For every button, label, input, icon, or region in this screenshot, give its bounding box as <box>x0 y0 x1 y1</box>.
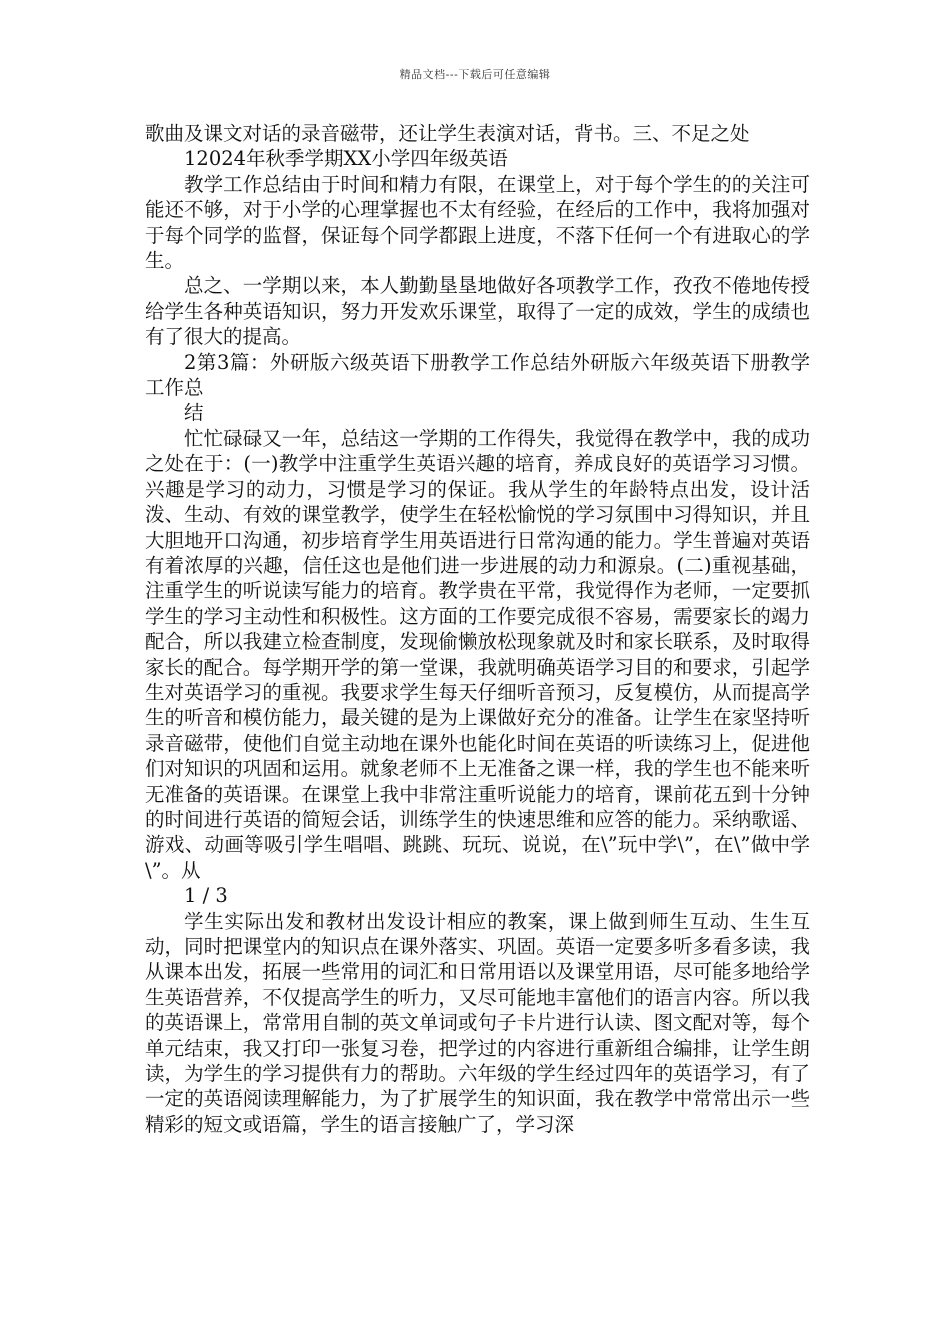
paragraph: 学生实际出发和教材出发设计相应的教案，课上做到师生互动、生生互动，同时把课堂内的知识点在课外落实、巩固。英语一定要多听多看多读，我从课本出发，拓展一些常用的词汇和日常用语以及课堂用语，尽可能多地给学生英语营养，不仅提高学生的听力，又尽可能地丰富他们的语言内容。所以我的英语课上，常常用自制的英文单词或句子卡片进行认读、图文配对等，每个单元结束，我又打印一张复习卷，把学过的内容进行重新组合编排，让学生朗读，为学生的学习提供有力的帮助。六年级的学生经过四年的英语学习，有了一定的英语阅读理解能力，为了扩展学生的知识面，我在教学中常常出示一些精彩的短文或语篇，学生的语言接触广了，学习深 <box>145 909 810 1136</box>
article-title-continuation: 结 <box>184 401 204 425</box>
paragraph: 忙忙碌碌又一年，总结这一学期的工作得失，我觉得在教学中，我的成功之处在于：(一)教学中注重学生英语兴趣的培育，养成良好的英语学习习惯。兴趣是学习的动力，习惯是学习的保证。我从学生的年龄特点出发，设计活泼、生动、有效的课堂教学，使学生在轻松愉悦的学习氛围中习得知识，并且大胆地开口沟通，初步培育学生用英语进行日常沟通的能力。学生普遍对英语有着浓厚的兴趣，信任这也是他们进一步进展的动力和源泉。(二)重视基础，注重学生的听说读写能力的培育。教学贵在平常，我觉得作为老师，一定要抓学生的学习主动性和积极性。这方面的工作要完成很不容易，需要家长的竭力配合，所以我建立检查制度，发现偷懒放松现象就及时和家长联系，及时取得家长的配合。每学期开学的第一堂课，我就明确英语学习目的和要求，引起学生对英语学习的重视。我要求学生每天仔细听音预习，反复模仿，从而提高学生的听音和模仿能力，最关键的是为上课做好充分的准备。让学生在家坚持听录音磁带，使他们自觉主动地在课外也能化时间在英语的听读练习上，促进他们对知识的巩固和运用。就象老师不上无准备之课一样，我的学生也不能来听无准备的英语课。在课堂上我中非常注重听说能力的培育，课前花五到十分钟的时间进行英语的简短会话，训练学生的快速思维和应答的能力。采纳歌谣、游戏、动画等吸引学生唱唱、跳跳、玩玩、说说，在\”玩中学\”，在\”做中学\”。从 <box>145 426 810 882</box>
page-header: 精品文档---下载后可任意编辑 <box>399 68 551 81</box>
article-title: 2第3篇：外研版六级英语下册教学工作总结外研版六年级英语下册教学工作总 <box>145 350 810 400</box>
paragraph-continuation: 歌曲及课文对话的录音磁带，还让学生表演对话，背书。三、不足之处 <box>145 122 750 145</box>
page-number: 1 / 3 <box>184 884 228 908</box>
paragraph: 教学工作总结由于时间和精力有限，在课堂上，对于每个学生的的关注可能还不够，对于小学的心理掌握也不太有经验，在经后的工作中，我将加强对于每个同学的监督，保证每个同学都跟上进度，不落下任何一个有进取心的学生。 <box>145 172 810 273</box>
document-body <box>145 121 810 1137</box>
section-heading-line: 12024年秋季学期XX小学四年级英语 <box>184 147 508 171</box>
paragraph: 总之、一学期以来，本人勤勤垦垦地做好各项教学工作，孜孜不倦地传授给学生各种英语知识，努力开发欢乐课堂，取得了一定的成效，学生的成绩也有了很大的提高。 <box>145 274 810 349</box>
